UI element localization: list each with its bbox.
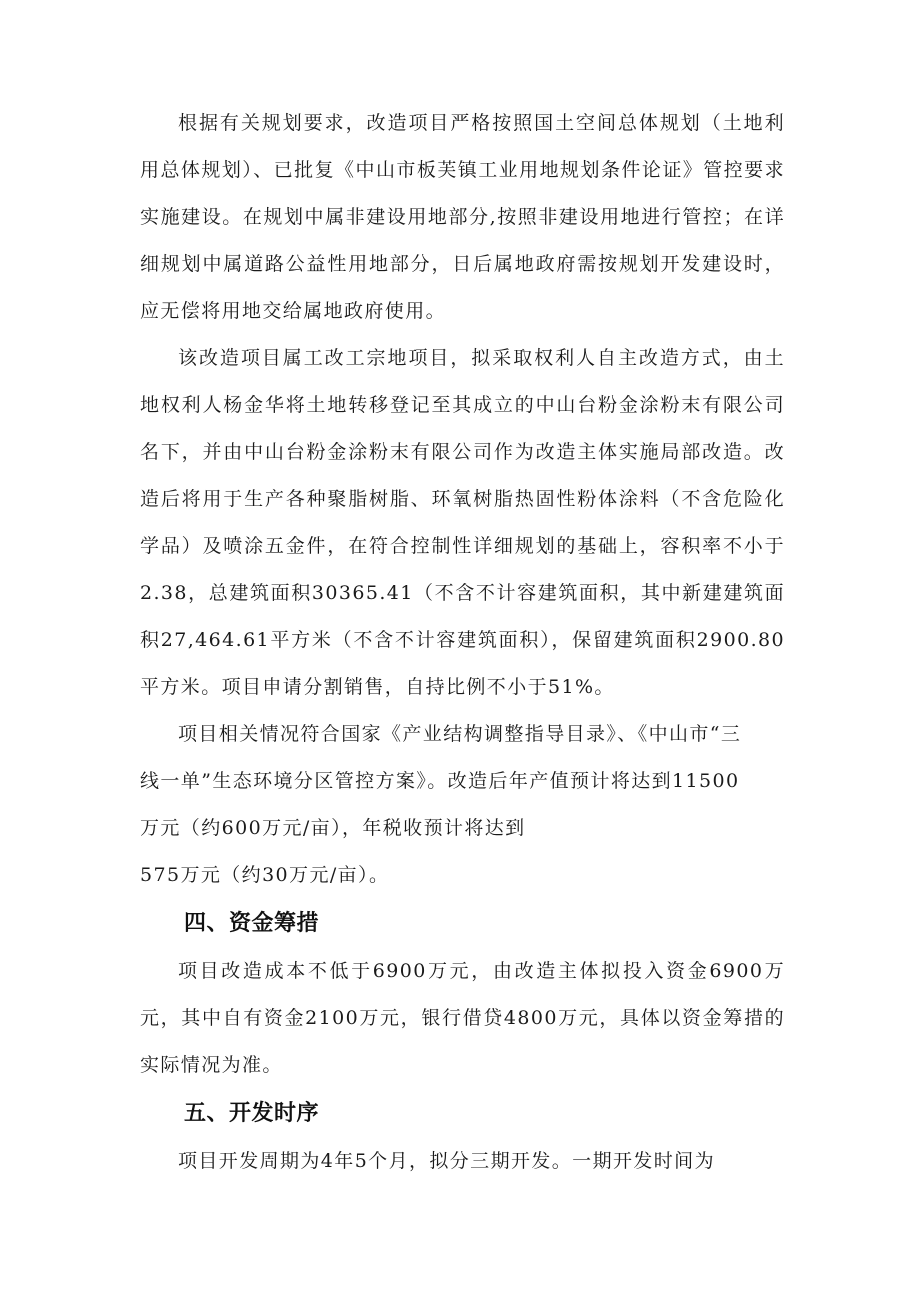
schedule-paragraph: 项目开发周期为4年5个月，拟分三期开发。一期开发时间为 — [178, 1150, 715, 1172]
paragraph-line: 万元（约600万元/亩），年税收预计将达到 — [140, 817, 526, 839]
paragraph-line: 线一单”生态环境分区管控方案》。改造后年产值预计将达到11500 — [140, 770, 740, 792]
planning-requirements-paragraph: 根据有关规划要求，改造项目严格按照国土空间总体规划（土地利用总体规划）、已批复《中山市板芙镇工业用地规划条件论证》管控要求实施建设。在规划中属非建设用地部分,按照非建设用地进行管控；在详细规划中属道路公益性用地部分，日后属地政府需按规划开发建设时，应无偿将用地交给属地政府使用。 — [140, 112, 785, 322]
section-heading-schedule: 五、开发时序 — [184, 1101, 320, 1126]
funding-paragraph: 项目改造成本不低于6900万元，由改造主体拟投入资金6900万元，其中自有资金2100万元，银行借贷4800万元，具体以资金筹措的实际情况为准。 — [140, 960, 785, 1076]
document-page — [140, 100, 785, 1185]
section-heading-funding: 四、资金筹措 — [184, 911, 320, 936]
paragraph-line: 项目相关情况符合国家《产业结构调整指导目录》、《中山市“三 — [178, 723, 742, 745]
project-description-paragraph: 该改造项目属工改工宗地项目，拟采取权利人自主改造方式，由土地权利人杨金华将土地转移登记至其成立的中山台粉金涂粉末有限公司名下，并由中山台粉金涂粉末有限公司作为改造主体实施局部改造。改造后将用于生产各种聚脂树脂、环氧树脂热固性粉体涂料（不含危险化学品）及喷涂五金件，在符合控制性详细规划的基础上，容积率不小于2.38，总建筑面积30365.41（不含不计容建筑面积，其中新建建筑面积27,464.61平方米（不含不计容建筑面积），保留建筑面积2900.80平方米。项目申请分割销售，自持比例不小于51%。 — [140, 347, 785, 698]
compliance-paragraph — [140, 711, 785, 899]
paragraph-line: 575万元（约30万元/亩）。 — [140, 864, 390, 886]
